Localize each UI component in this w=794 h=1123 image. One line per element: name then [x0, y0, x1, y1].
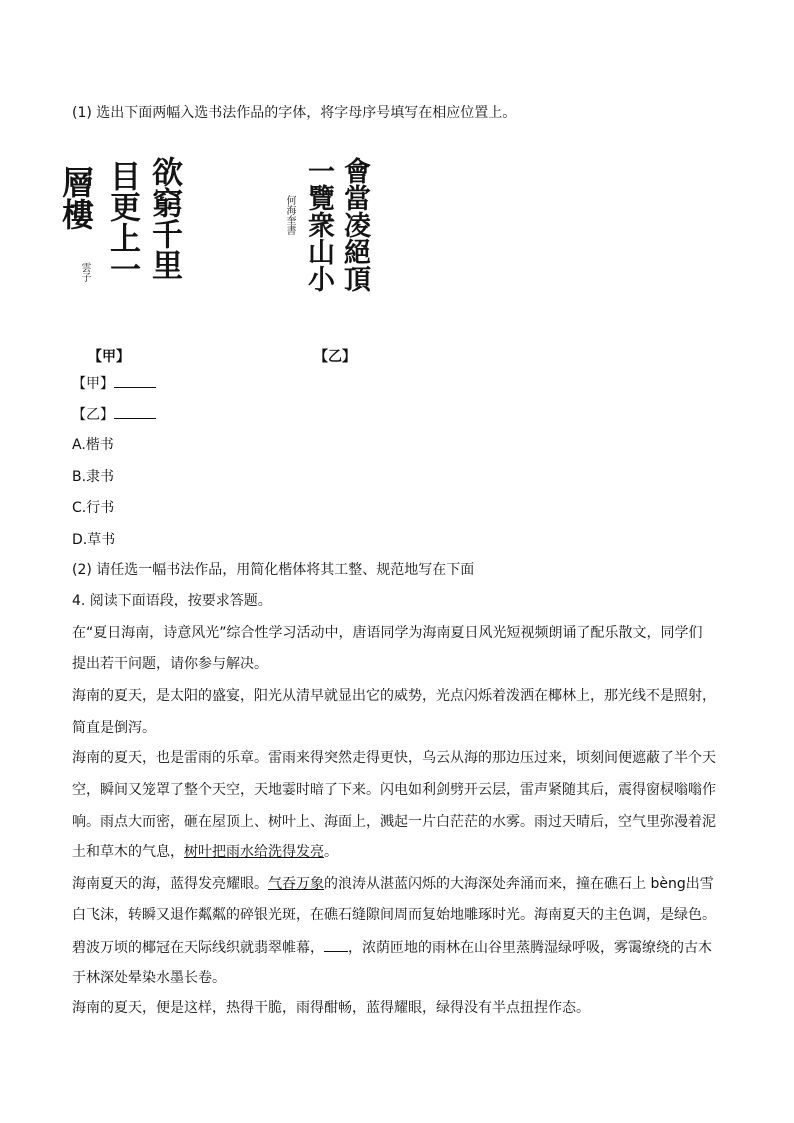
calligraphy-yi-signature: 何海奎書: [284, 195, 295, 235]
para3-line2: 白飞沫，转瞬又退作粼粼的碎银光斑，在礁石缝隙间周而复始地雕琢时光。海南夏天的主色调，是绿色。: [72, 907, 716, 923]
fill-in-blank[interactable]: [324, 937, 348, 952]
para3-line3: [72, 937, 712, 958]
caption-jia: 【甲】: [88, 349, 130, 365]
para3-line3-text-a: 碧波万顷的椰冠在天际线织就翡翠帷幕，: [72, 940, 324, 956]
answer-row-jia: [72, 373, 156, 394]
caption-yi: 【乙】: [314, 349, 356, 365]
calligraphy-jia-seal: 雲子: [79, 262, 90, 282]
para2-line3: 响。雨点大而密，砸在屋顶上、树叶上、海面上，溅起一片白茫茫的水雾。雨过天晴后，空气里弥漫着泥: [72, 814, 716, 830]
para2-line4-text-b: 。: [324, 844, 338, 860]
calligraphy-jia: [57, 150, 200, 330]
para3-line1-text-b: 的浪涛从湛蓝闪烁的大海深处奔涌而来，撞在礁石上 bèng出雪: [324, 876, 714, 892]
answer-label-yi: 【乙】: [72, 407, 114, 423]
calligraphy-jia-col2: 目更上一: [104, 160, 140, 284]
para4: 海南的夏天，便是这样，热得干脆，雨得酣畅，蓝得耀眼，绿得没有半点扭捏作态。: [72, 1000, 590, 1016]
question-4-title: 4. 阅读下面语段，按要求答题。: [72, 593, 272, 609]
para3-line4: 于林深处晕染水墨长卷。: [72, 970, 226, 986]
para3-line1: [72, 874, 714, 894]
question-3-part2: (2) 请任选一幅书法作品，用简化楷体将其工整、规范地写在下面: [72, 562, 475, 578]
para1-line1: 海南的夏天，是太阳的盛宴，阳光从清早就显出它的威势，光点闪烁着泼洒在椰林上，那光线不是照射，: [72, 688, 716, 704]
option-a: A.楷书: [72, 437, 114, 453]
calligraphy-yi-col2: 一覽衆山小: [303, 157, 334, 292]
q4-intro-line2: 提出若干问题，请你参与解决。: [72, 656, 268, 672]
para3-line3-text-b: ，浓荫匝地的雨林在山谷里蒸腾湿绿呼吸，雾霭缭绕的古木: [348, 940, 712, 956]
calligraphy-yi: [280, 155, 390, 340]
option-b: B.隶书: [72, 469, 115, 485]
calligraphy-jia-col3: 層樓: [57, 166, 95, 230]
answer-blank-yi[interactable]: [114, 404, 156, 419]
underlined-sentence: 树叶把雨水给洗得发亮: [184, 844, 324, 860]
question-3-part1: (1) 选出下面两幅入选书法作品的字体，将字母序号填写在相应位置上。: [72, 105, 517, 121]
q4-intro-line1: 在“夏日海南，诗意风光”综合性学习活动中，唐语同学为海南夏日风光短视频朗诵了配乐散文，同学们: [72, 625, 703, 641]
option-c: C.行书: [72, 500, 115, 516]
para2-line1: 海南的夏天，也是雷雨的乐章。雷雨来得突然走得更快，乌云从海的那边压过来，顷刻间便遮蔽了半个天: [72, 750, 716, 766]
option-d: D.草书: [72, 532, 116, 548]
calligraphy-yi-col1: 會當凌絕頂: [339, 157, 370, 292]
calligraphy-jia-col1: 欲窮千里: [146, 156, 182, 280]
para2-line4: [72, 842, 338, 862]
answer-label-jia: 【甲】: [72, 376, 114, 392]
para1-line2: 简直是倒泻。: [72, 720, 156, 736]
answer-blank-jia[interactable]: [114, 373, 156, 388]
para2-line2: 空，瞬间又笼罩了整个天空，天地霎时暗了下来。闪电如利剑劈开云层，雷声紧随其后，震得窗棂嗡嗡作: [72, 782, 716, 798]
para3-line1-text-a: 海南夏天的海，蓝得发亮耀眼。: [72, 876, 268, 892]
para2-line4-text-a: 土和草木的气息，: [72, 844, 184, 860]
underlined-idiom: 气吞万象: [268, 876, 324, 892]
answer-row-yi: [72, 404, 156, 425]
